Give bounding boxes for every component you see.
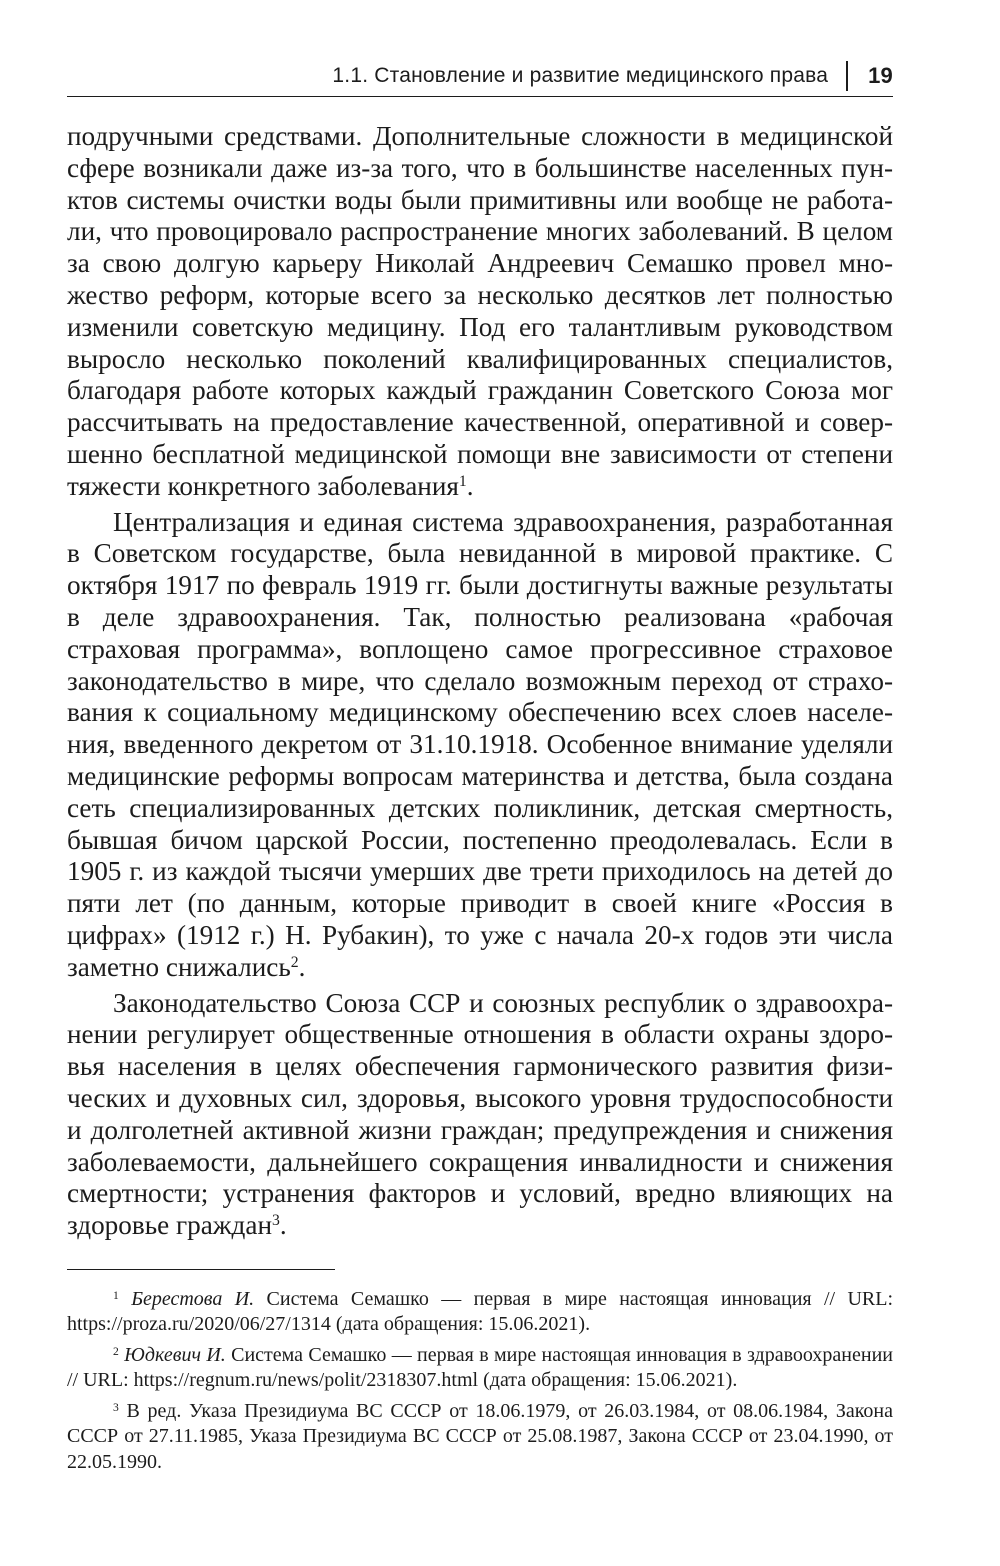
- footnotes: [67, 1287, 893, 1476]
- footnote-ref-3: 3: [272, 1212, 280, 1230]
- footnote-1: [67, 1287, 893, 1338]
- paragraph-2: [67, 507, 893, 984]
- footnote-number: 1: [113, 1288, 119, 1302]
- paragraph-text: Законодательство Союза ССР и союзных республик о здравоохранении регулирует общественные отношения в области охраны здоровья населения в целях обеспечения гармонического развития физических и духовных сил, здоровья, высокого уровня трудоспособности и долголетней активной жизни граждан; предупреждения и снижения заболеваемости, дальнейшего сокращения инвалидности и снижения смертности; устранения факторов и условий, вредно влияющих на здоровье граждан: [67, 987, 893, 1241]
- paragraph-1: [67, 121, 893, 503]
- paragraph-end: .: [279, 1210, 287, 1241]
- footnote-3: [67, 1399, 893, 1476]
- page-number: 19: [868, 63, 893, 88]
- footnote-text: Система Семашко — первая в мире настоящая инновация // URL: https://proza.ru/2020/06/27/1314 (дата обращения: 15.06.2021).: [67, 1287, 894, 1336]
- footnote-text: Система Семашко — первая в мире настоящая инновация в здравоохранении // URL: https://regnum.ru/news/polit/2318307.html (дата обращения: 15.06.2021).: [67, 1343, 893, 1392]
- book-page: [67, 56, 893, 1480]
- paragraph-text: Централизация и единая система здравоохранения, разработанная в Советском государстве, была невиданной в мировой практике. С октября 1917 по февраль 1919 гг. были достигнуты важные результаты в деле здравоохранения. Так, полностью реализована «рабочая страховая программа», воплощено самое прогрессивное страховое законодательство в мире, что сделало возможным переход от страхования к социальному медицинскому обеспечению всех слоев населения, введенного декретом от 31.10.1918. Особенное внимание уделяли медицинские реформы вопросам материнства и детства, была создана сеть специализированных детских поликлиник, детская смертность, бывшая бичом царской России, постепенно преодолевалась. Если в 1905 г. из каждой тысячи умерших две трети приходилось на детей до пяти лет (по данным, которые приводит в своей книге «Россия в цифрах» (1912 г.) Н. Рубакин), то уже с начала 20-х годов эти числа заметно снижались: [67, 506, 893, 982]
- footnote-ref-2: 2: [290, 954, 299, 972]
- header-separator: [846, 61, 848, 91]
- paragraph-end: .: [298, 951, 306, 982]
- running-head: [67, 56, 893, 97]
- chapter-title: 1.1. Становление и развитие медицинского права: [332, 64, 829, 87]
- footnote-author: Берестова И.: [131, 1287, 255, 1310]
- footnote-2: [67, 1343, 893, 1394]
- paragraph-3: [67, 988, 893, 1242]
- footnote-divider: [67, 1269, 335, 1270]
- body-text: [67, 121, 893, 1242]
- footnote-text: В ред. Указа Президиума ВС СССР от 18.06.1979, от 26.03.1984, от 08.06.1984, Закона СССР от 27.11.1985, Указа Президиума ВС СССР от 25.08.1987, Закона СССР от 23.04.1990, от 22.05.1990.: [67, 1399, 894, 1473]
- footnote-number: 3: [113, 1400, 119, 1414]
- footnote-author: Юдкевич И.: [124, 1343, 226, 1366]
- paragraph-text: подручными средствами. Дополнительные сложности в медицинской сфере возникали даже из-за того, что в большинстве населенных пунктов системы очистки воды были примитивны или вообще не работали, что провоцировало распространение многих заболеваний. В целом за свою долгую карьеру Николай Андреевич Семашко провел множество реформ, которые всего за несколько десятков лет полностью изменили советскую медицину. Под его талантливым руководством выросло несколько поколений квалифицированных специалистов, благодаря работе которых каждый гражданин Советского Союза мог рассчитывать на предоставление качественной, оперативной и совершенно бесплатной медицинской помощи вне зависимости от степени тяжести конкретного заболевания: [67, 121, 893, 501]
- paragraph-end: .: [466, 470, 474, 501]
- footnote-ref-1: 1: [458, 473, 467, 491]
- footnote-number: 2: [113, 1344, 119, 1358]
